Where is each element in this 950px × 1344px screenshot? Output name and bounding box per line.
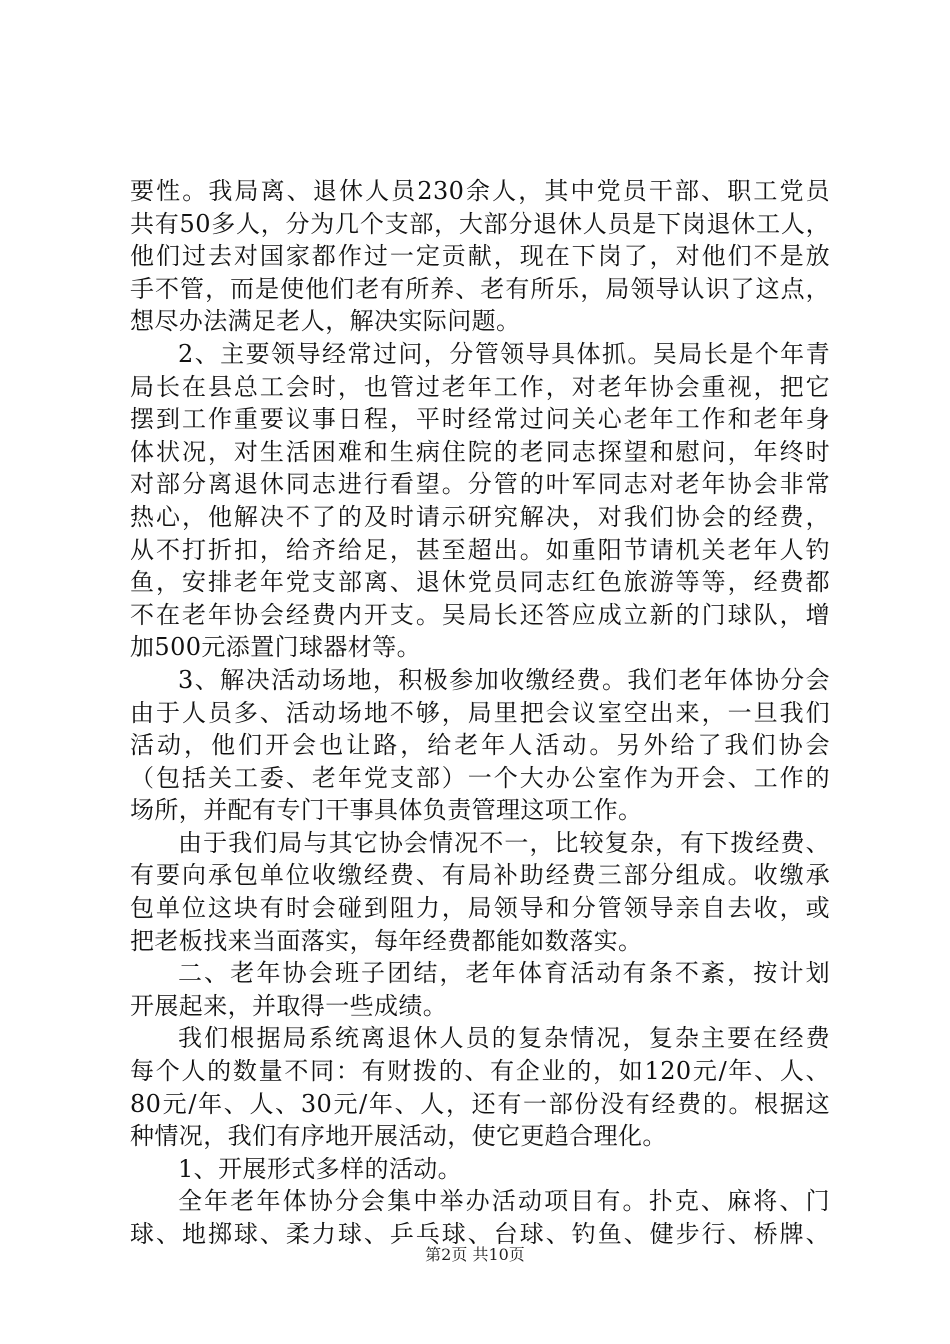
text-line: 摆到工作重要议事日程，平时经常过问关心老年工作和老年身 xyxy=(130,405,830,434)
text-line: 开展起来，并取得一些成绩。 xyxy=(130,991,448,1020)
document-body xyxy=(130,175,830,1251)
text-line: 1、开展形式多样的活动。 xyxy=(178,1154,463,1183)
text-line: 我们根据局系统离退休人员的复杂情况，复杂主要在经费 xyxy=(178,1024,830,1053)
text-line: 对部分离退休同志进行看望。分管的叶军同志对老年协会非常 xyxy=(130,470,830,499)
text-line: 全年老年体协分会集中举办活动项目有。扑克、麻将、门 xyxy=(178,1187,830,1216)
text-line: 场所，并配有专门干事具体负责管理这项工作。 xyxy=(130,796,643,825)
text-line: 每个人的数量不同：有财拨的、有企业的，如120元/年、人、 xyxy=(130,1057,830,1086)
text-line: 鱼，安排老年党支部离、退休党员同志红色旅游等等，经费都 xyxy=(130,568,830,597)
text-line: 热心，他解决不了的及时请示研究解决，对我们协会的经费， xyxy=(130,502,830,531)
text-line: 80元/年、人、30元/年、人，还有一部份没有经费的。根据这 xyxy=(130,1089,830,1118)
text-line: 从不打折扣，给齐给足，甚至超出。如重阳节请机关老年人钓 xyxy=(130,535,830,564)
text-line: 加500元添置门球器材等。 xyxy=(130,633,422,662)
text-line: 由于我们局与其它协会情况不一，比较复杂，有下拨经费、 xyxy=(178,828,830,857)
text-line: 想尽办法满足老人，解决实际问题。 xyxy=(130,307,521,336)
text-line: （包括关工委、老年党支部）一个大办公室作为开会、工作的 xyxy=(130,763,830,792)
page-number-label: 第2页 共10页 xyxy=(425,1245,525,1264)
text-line: 2、主要领导经常过问，分管领导具体抓。吴局长是个年青 xyxy=(178,339,830,368)
text-line: 活动，他们开会也让路，给老年人活动。另外给了我们协会 xyxy=(130,731,830,760)
text-line: 有要向承包单位收缴经费、有局补助经费三部分组成。收缴承 xyxy=(130,861,830,890)
text-line: 二、老年协会班子团结，老年体育活动有条不紊，按计划 xyxy=(178,959,830,988)
text-line: 包单位这块有时会碰到阻力，局领导和分管领导亲自去收，或 xyxy=(130,894,830,923)
text-line: 由于人员多、活动场地不够，局里把会议室空出来，一旦我们 xyxy=(130,698,830,727)
text-line: 局长在县总工会时，也管过老年工作，对老年协会重视，把它 xyxy=(130,372,830,401)
text-line: 把老板找来当面落实，每年经费都能如数落实。 xyxy=(130,926,643,955)
page-number-footer xyxy=(0,1243,950,1267)
text-line: 他们过去对国家都作过一定贡献，现在下岗了，对他们不是放 xyxy=(130,242,830,271)
text-line: 3、解决活动场地，积极参加收缴经费。我们老年体协分会 xyxy=(178,665,830,694)
text-line: 手不管，而是使他们老有所养、老有所乐，局领导认识了这点， xyxy=(130,274,830,303)
text-line: 体状况，对生活困难和生病住院的老同志探望和慰问，年终时 xyxy=(130,437,830,466)
text-line: 共有50多人，分为几个支部，大部分退休人员是下岗退休工人， xyxy=(130,209,830,238)
text-line: 种情况，我们有序地开展活动，使它更趋合理化。 xyxy=(130,1122,667,1151)
text-line: 要性。我局离、退休人员230余人，其中党员干部、职工党员 xyxy=(130,177,830,205)
text-line: 不在老年协会经费内开支。吴局长还答应成立新的门球队，增 xyxy=(130,600,830,629)
text-line: 球、地掷球、柔力球、乒乓球、台球、钓鱼、健步行、桥牌、 xyxy=(130,1220,830,1248)
